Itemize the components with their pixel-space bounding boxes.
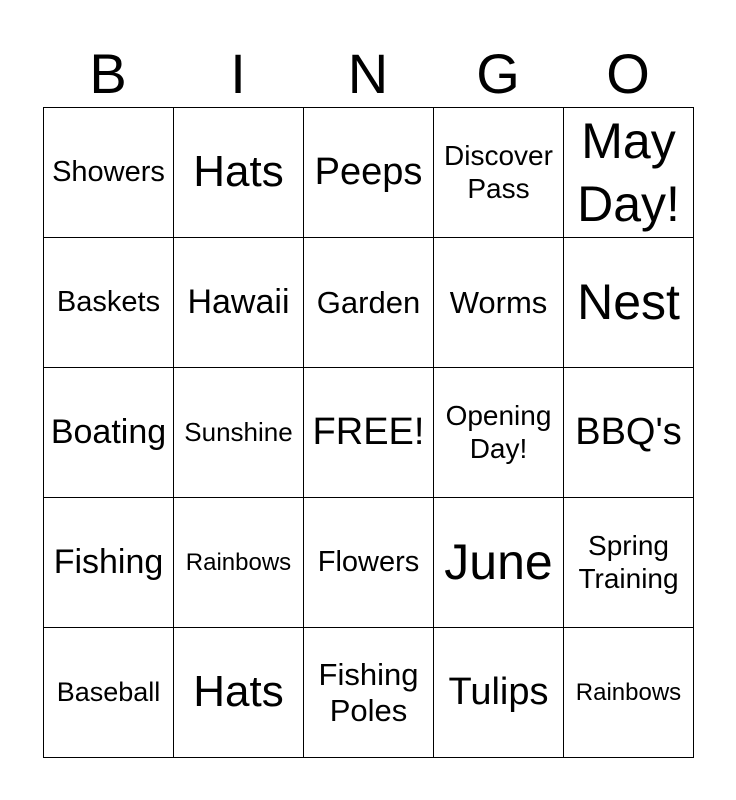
header-letter-g: G — [476, 42, 520, 105]
cell-label: Rainbows — [575, 678, 682, 706]
header-letter-n: N — [347, 42, 389, 105]
bingo-cell free-space[interactable] — [304, 368, 434, 498]
cell-label: May Day! — [577, 113, 680, 232]
cell-label: Hats — [193, 147, 284, 197]
cell-label: Baskets — [56, 285, 161, 318]
cell-label: Hawaii — [187, 282, 290, 321]
bingo-cell[interactable] — [44, 368, 174, 498]
cell-label: Nest — [577, 274, 680, 331]
cell-label: Flowers — [317, 545, 420, 578]
cell-label: Tulips — [448, 670, 549, 713]
cell-label: Sunshine — [184, 416, 293, 447]
cell-label: BBQ's — [575, 410, 682, 453]
bingo-board — [43, 107, 694, 758]
bingo-cell[interactable] — [174, 628, 304, 758]
bingo-cell[interactable] — [174, 238, 304, 368]
bingo-cell[interactable] — [304, 498, 434, 628]
cell-label: Fishing — [53, 542, 164, 581]
bingo-cell[interactable] — [44, 498, 174, 628]
bingo-cell[interactable] — [564, 238, 694, 368]
cell-label: Hats — [193, 667, 284, 717]
cell-label: Spring Training — [578, 530, 679, 594]
bingo-cell[interactable] — [304, 628, 434, 758]
cell-label: Baseball — [56, 676, 161, 707]
header-letter-o: O — [606, 42, 650, 105]
bingo-cell[interactable] — [174, 108, 304, 238]
cell-label: Showers — [52, 155, 165, 188]
cell-label: Discover Pass — [444, 140, 553, 204]
bingo-cell[interactable] — [174, 498, 304, 628]
bingo-cell[interactable] — [564, 498, 694, 628]
bingo-cell[interactable] — [44, 238, 174, 368]
cell-label: Peeps — [314, 150, 423, 193]
cell-label: FREE! — [312, 410, 425, 453]
header-letter-i: I — [230, 42, 246, 105]
header-letter-b: B — [89, 42, 127, 105]
bingo-cell[interactable] — [44, 628, 174, 758]
bingo-cell[interactable] — [434, 628, 564, 758]
cell-label: Worms — [449, 284, 548, 320]
bingo-cell[interactable] — [304, 108, 434, 238]
bingo-cell[interactable] — [564, 628, 694, 758]
bingo-cell[interactable] — [434, 108, 564, 238]
cell-label: Fishing Poles — [318, 656, 419, 728]
bingo-cell[interactable] — [434, 238, 564, 368]
cell-label: Opening Day! — [445, 400, 552, 464]
bingo-cell[interactable] — [434, 498, 564, 628]
bingo-cell[interactable] — [434, 368, 564, 498]
cell-label: Boating — [50, 412, 167, 451]
cell-label: Rainbows — [185, 548, 292, 576]
bingo-cell[interactable] — [174, 368, 304, 498]
bingo-cell[interactable] — [564, 108, 694, 238]
bingo-cell[interactable] — [564, 368, 694, 498]
bingo-header — [43, 40, 693, 108]
cell-label: Garden — [316, 284, 421, 320]
bingo-cell[interactable] — [44, 108, 174, 238]
cell-label: June — [444, 534, 553, 591]
bingo-cell[interactable] — [304, 238, 434, 368]
